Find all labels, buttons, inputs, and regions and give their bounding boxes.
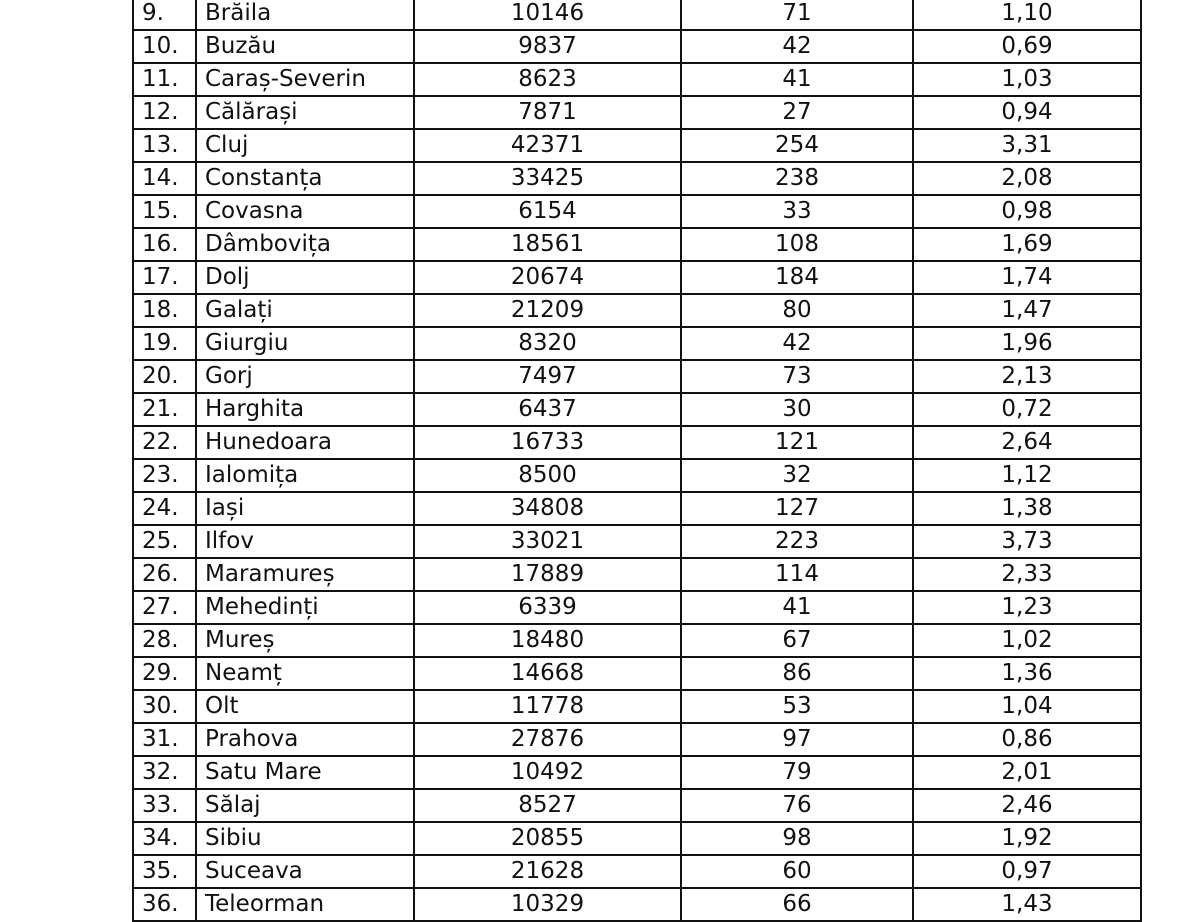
row-number-cell: 14. bbox=[133, 162, 196, 195]
value-b-cell: 254 bbox=[681, 129, 913, 162]
county-name-cell: Constanța bbox=[196, 162, 414, 195]
value-b-cell: 41 bbox=[681, 591, 913, 624]
value-b-cell: 32 bbox=[681, 459, 913, 492]
value-b-cell: 80 bbox=[681, 294, 913, 327]
value-a-cell: 8623 bbox=[414, 63, 681, 96]
table-row bbox=[133, 591, 1141, 624]
value-b-cell: 41 bbox=[681, 63, 913, 96]
row-number-cell: 21. bbox=[133, 393, 196, 426]
county-name-cell: Satu Mare bbox=[196, 756, 414, 789]
value-c-cell: 0,97 bbox=[913, 855, 1141, 888]
county-name-cell: Prahova bbox=[196, 723, 414, 756]
table-row bbox=[133, 129, 1141, 162]
value-c-cell: 1,74 bbox=[913, 261, 1141, 294]
value-b-cell: 98 bbox=[681, 822, 913, 855]
table-row bbox=[133, 261, 1141, 294]
row-number-cell: 26. bbox=[133, 558, 196, 591]
county-name-cell: Covasna bbox=[196, 195, 414, 228]
table-row bbox=[133, 624, 1141, 657]
value-c-cell: 0,69 bbox=[913, 30, 1141, 63]
value-c-cell: 1,36 bbox=[913, 657, 1141, 690]
value-a-cell: 21209 bbox=[414, 294, 681, 327]
county-name-cell: Mureș bbox=[196, 624, 414, 657]
value-c-cell: 1,69 bbox=[913, 228, 1141, 261]
value-c-cell: 2,01 bbox=[913, 756, 1141, 789]
value-c-cell: 1,38 bbox=[913, 492, 1141, 525]
value-a-cell: 18480 bbox=[414, 624, 681, 657]
value-b-cell: 60 bbox=[681, 855, 913, 888]
value-a-cell: 16733 bbox=[414, 426, 681, 459]
value-a-cell: 20855 bbox=[414, 822, 681, 855]
table-row bbox=[133, 822, 1141, 855]
county-name-cell: Gorj bbox=[196, 360, 414, 393]
row-number-cell: 33. bbox=[133, 789, 196, 822]
value-c-cell: 3,31 bbox=[913, 129, 1141, 162]
value-b-cell: 53 bbox=[681, 690, 913, 723]
value-b-cell: 76 bbox=[681, 789, 913, 822]
value-a-cell: 20674 bbox=[414, 261, 681, 294]
table-row bbox=[133, 195, 1141, 228]
value-a-cell: 10492 bbox=[414, 756, 681, 789]
value-b-cell: 223 bbox=[681, 525, 913, 558]
value-b-cell: 42 bbox=[681, 327, 913, 360]
row-number-cell: 10. bbox=[133, 30, 196, 63]
county-name-cell: Sibiu bbox=[196, 822, 414, 855]
value-c-cell: 1,12 bbox=[913, 459, 1141, 492]
value-b-cell: 66 bbox=[681, 888, 913, 921]
table-body bbox=[133, 0, 1141, 921]
value-c-cell: 1,47 bbox=[913, 294, 1141, 327]
row-number-cell: 36. bbox=[133, 888, 196, 921]
county-name-cell: Brăila bbox=[196, 0, 414, 30]
county-name-cell: Buzău bbox=[196, 30, 414, 63]
value-b-cell: 73 bbox=[681, 360, 913, 393]
county-name-cell: Teleorman bbox=[196, 888, 414, 921]
county-name-cell: Neamț bbox=[196, 657, 414, 690]
row-number-cell: 15. bbox=[133, 195, 196, 228]
row-number-cell: 23. bbox=[133, 459, 196, 492]
row-number-cell: 32. bbox=[133, 756, 196, 789]
value-b-cell: 79 bbox=[681, 756, 913, 789]
value-b-cell: 86 bbox=[681, 657, 913, 690]
row-number-cell: 29. bbox=[133, 657, 196, 690]
value-b-cell: 27 bbox=[681, 96, 913, 129]
value-b-cell: 30 bbox=[681, 393, 913, 426]
value-a-cell: 21628 bbox=[414, 855, 681, 888]
row-number-cell: 35. bbox=[133, 855, 196, 888]
value-a-cell: 10146 bbox=[414, 0, 681, 30]
value-a-cell: 18561 bbox=[414, 228, 681, 261]
row-number-cell: 27. bbox=[133, 591, 196, 624]
table-row bbox=[133, 525, 1141, 558]
value-a-cell: 6437 bbox=[414, 393, 681, 426]
value-a-cell: 10329 bbox=[414, 888, 681, 921]
value-a-cell: 8320 bbox=[414, 327, 681, 360]
table-row bbox=[133, 426, 1141, 459]
row-number-cell: 17. bbox=[133, 261, 196, 294]
value-b-cell: 71 bbox=[681, 0, 913, 30]
value-a-cell: 34808 bbox=[414, 492, 681, 525]
table-row bbox=[133, 459, 1141, 492]
county-name-cell: Harghita bbox=[196, 393, 414, 426]
value-b-cell: 184 bbox=[681, 261, 913, 294]
value-c-cell: 2,33 bbox=[913, 558, 1141, 591]
table-row bbox=[133, 30, 1141, 63]
value-a-cell: 27876 bbox=[414, 723, 681, 756]
value-b-cell: 114 bbox=[681, 558, 913, 591]
row-number-cell: 12. bbox=[133, 96, 196, 129]
value-c-cell: 2,64 bbox=[913, 426, 1141, 459]
value-c-cell: 1,10 bbox=[913, 0, 1141, 30]
value-b-cell: 42 bbox=[681, 30, 913, 63]
value-c-cell: 1,92 bbox=[913, 822, 1141, 855]
value-a-cell: 7497 bbox=[414, 360, 681, 393]
county-name-cell: Galați bbox=[196, 294, 414, 327]
table-row bbox=[133, 657, 1141, 690]
county-name-cell: Cluj bbox=[196, 129, 414, 162]
county-name-cell: Giurgiu bbox=[196, 327, 414, 360]
value-c-cell: 2,46 bbox=[913, 789, 1141, 822]
value-a-cell: 7871 bbox=[414, 96, 681, 129]
value-b-cell: 121 bbox=[681, 426, 913, 459]
row-number-cell: 28. bbox=[133, 624, 196, 657]
value-c-cell: 0,86 bbox=[913, 723, 1141, 756]
value-c-cell: 2,08 bbox=[913, 162, 1141, 195]
county-name-cell: Dâmbovița bbox=[196, 228, 414, 261]
table-row bbox=[133, 855, 1141, 888]
row-number-cell: 22. bbox=[133, 426, 196, 459]
value-a-cell: 17889 bbox=[414, 558, 681, 591]
table-row bbox=[133, 393, 1141, 426]
row-number-cell: 30. bbox=[133, 690, 196, 723]
row-number-cell: 25. bbox=[133, 525, 196, 558]
value-a-cell: 14668 bbox=[414, 657, 681, 690]
value-a-cell: 6339 bbox=[414, 591, 681, 624]
value-c-cell: 1,23 bbox=[913, 591, 1141, 624]
table-row bbox=[133, 0, 1141, 30]
value-c-cell: 3,73 bbox=[913, 525, 1141, 558]
county-name-cell: Ialomița bbox=[196, 459, 414, 492]
county-data-table bbox=[132, 0, 1142, 922]
value-c-cell: 1,96 bbox=[913, 327, 1141, 360]
table-row bbox=[133, 558, 1141, 591]
table-row bbox=[133, 723, 1141, 756]
value-b-cell: 97 bbox=[681, 723, 913, 756]
row-number-cell: 31. bbox=[133, 723, 196, 756]
table-row bbox=[133, 327, 1141, 360]
county-name-cell: Mehedinți bbox=[196, 591, 414, 624]
table-row bbox=[133, 888, 1141, 921]
county-name-cell: Călărași bbox=[196, 96, 414, 129]
county-name-cell: Suceava bbox=[196, 855, 414, 888]
value-a-cell: 11778 bbox=[414, 690, 681, 723]
table-row bbox=[133, 162, 1141, 195]
county-name-cell: Hunedoara bbox=[196, 426, 414, 459]
value-a-cell: 6154 bbox=[414, 195, 681, 228]
value-a-cell: 8500 bbox=[414, 459, 681, 492]
table-row bbox=[133, 756, 1141, 789]
table-row bbox=[133, 492, 1141, 525]
county-name-cell: Sălaj bbox=[196, 789, 414, 822]
value-a-cell: 42371 bbox=[414, 129, 681, 162]
value-a-cell: 9837 bbox=[414, 30, 681, 63]
county-name-cell: Dolj bbox=[196, 261, 414, 294]
table-row bbox=[133, 228, 1141, 261]
value-a-cell: 8527 bbox=[414, 789, 681, 822]
table-row bbox=[133, 96, 1141, 129]
table-row bbox=[133, 294, 1141, 327]
table-row bbox=[133, 690, 1141, 723]
value-b-cell: 67 bbox=[681, 624, 913, 657]
row-number-cell: 20. bbox=[133, 360, 196, 393]
table-row bbox=[133, 63, 1141, 96]
county-name-cell: Caraș-Severin bbox=[196, 63, 414, 96]
value-c-cell: 1,04 bbox=[913, 690, 1141, 723]
row-number-cell: 13. bbox=[133, 129, 196, 162]
table-row bbox=[133, 789, 1141, 822]
row-number-cell: 9. bbox=[133, 0, 196, 30]
value-b-cell: 127 bbox=[681, 492, 913, 525]
value-c-cell: 1,02 bbox=[913, 624, 1141, 657]
row-number-cell: 18. bbox=[133, 294, 196, 327]
value-c-cell: 0,98 bbox=[913, 195, 1141, 228]
value-a-cell: 33021 bbox=[414, 525, 681, 558]
value-c-cell: 0,72 bbox=[913, 393, 1141, 426]
row-number-cell: 11. bbox=[133, 63, 196, 96]
row-number-cell: 19. bbox=[133, 327, 196, 360]
table-row bbox=[133, 360, 1141, 393]
county-name-cell: Ilfov bbox=[196, 525, 414, 558]
value-c-cell: 2,13 bbox=[913, 360, 1141, 393]
value-c-cell: 1,03 bbox=[913, 63, 1141, 96]
county-name-cell: Olt bbox=[196, 690, 414, 723]
county-name-cell: Maramureș bbox=[196, 558, 414, 591]
row-number-cell: 34. bbox=[133, 822, 196, 855]
value-b-cell: 33 bbox=[681, 195, 913, 228]
county-name-cell: Iași bbox=[196, 492, 414, 525]
row-number-cell: 24. bbox=[133, 492, 196, 525]
value-c-cell: 0,94 bbox=[913, 96, 1141, 129]
row-number-cell: 16. bbox=[133, 228, 196, 261]
value-a-cell: 33425 bbox=[414, 162, 681, 195]
value-c-cell: 1,43 bbox=[913, 888, 1141, 921]
value-b-cell: 238 bbox=[681, 162, 913, 195]
value-b-cell: 108 bbox=[681, 228, 913, 261]
